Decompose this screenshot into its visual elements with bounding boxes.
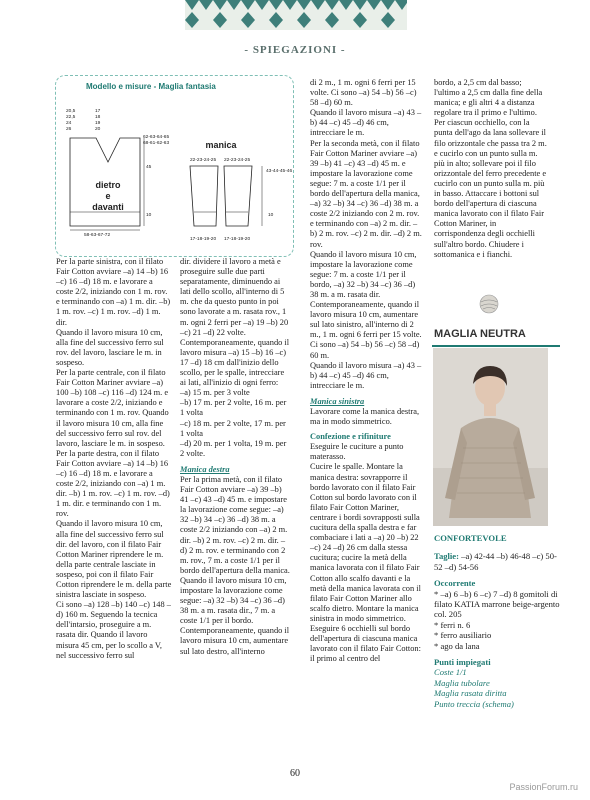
sidebar-title: MAGLIA NEUTRA — [434, 328, 526, 340]
stitch-item: Coste 1/1 — [434, 667, 467, 678]
schema-45: 45 — [146, 165, 152, 170]
manica-bottom-right: 17-18-19-20 — [224, 237, 251, 242]
yarn-ball-icon — [478, 293, 500, 320]
schema-left-a-1: 22,5 — [66, 115, 76, 120]
schema-bottom: 58-63-67-72 — [84, 233, 111, 238]
materials-label: Occorrente — [434, 578, 476, 589]
schema-left-a-0: 20,5 — [66, 109, 76, 114]
material-item: * ferro ausiliario — [434, 630, 492, 641]
schema-left-a-3: 26 — [66, 127, 72, 132]
paragraph: Quando il lavoro misura 10 cm, impostare la lavorazione come segue: –a) 32 –b) 34 –c) 36 –d) 38 m. a m. rasata dir., 7 m. a coste 1/1 per il bordo. — [180, 575, 287, 626]
paragraph: Eseguire 6 occhielli sul bordo dell'apertura di ciascuna manica lavorato con il filato Fair Cotton: il primo al centro del — [310, 623, 421, 664]
paragraph: Ci sono –a) 128 –b) 140 –c) 148 –d) 160 m. Seguendo la tecnica dell'intarsio, proseguire a m. rasata dir. Quando il lavoro misura 45 cm, per lo scollo a V, nel successivo ferro sul — [56, 600, 171, 660]
sidebar-details — [434, 533, 564, 709]
sizes-label: Taglie: — [434, 551, 459, 562]
paragraph: Cucire le spalle. Montare la manica destra: sovrapporre il bordo lavorato con il filato Fair Cotton sul bordo lavorato con il filato Fair Cotton Mariner, centrare i bordi sovrapposti sulla cucitura della spalla destra e far combaciare i lati a –a) 20 –b) 22 –c) 24 –d) 26 cm dalla stessa cucitura; cucire la metà della manica lavorata con il filato Fair Cotton allo scalfo davanti e la metà della manica lavorata con il filato Fair Cotton Mariner allo scalfo dietro. Montare la manica sinistra in modo simmetrico. — [310, 462, 421, 623]
heading-manica-destra: Manica destra — [180, 464, 230, 474]
manica-top-left: 22-23-24-25 — [190, 158, 217, 163]
material-item: * ago da lana — [434, 640, 480, 651]
sizes-value: –a) 42-44 –b) 46-48 –c) 50-52 –d) 54-56 — [434, 551, 557, 572]
sidebar-subtitle: CONFORTEVOLE — [434, 533, 507, 543]
schema-right-a: 62-63-64-65 — [143, 135, 170, 140]
body-label-1: e — [105, 191, 111, 201]
paragraph: Quando il lavoro misura 10 cm, alla fine del successivo ferro sul rov. del lavoro, lasciare le m. in sospeso. — [56, 327, 164, 367]
material-item: * ferri n. 6 — [434, 619, 471, 630]
paragraph: dir. dividere il lavoro a metà e proseguire sulle due parti separatamente, diminuendo ai lati dello scollo, all'interno di 5 m. che da questo punto in poi sono lavorate a m. rasata rov., 1 m. ogni 2 ferri per –a) 19 –b) 20 –c) 21 –d) 22 volte. — [180, 257, 289, 337]
watermark: PassionForum.ru — [509, 782, 578, 792]
schema-left-b-0: 17 — [95, 109, 101, 114]
schema-left-b-2: 19 — [95, 121, 101, 126]
heading-manica-sinistra: Manica sinistra — [310, 396, 365, 406]
instructions-column-2 — [180, 257, 292, 657]
sidebar-divider — [432, 345, 560, 347]
manica-10: 10 — [268, 213, 274, 218]
stitch-item: Maglia rasata diritta — [434, 688, 507, 699]
paragraph: Lavorare come la manica destra, ma in modo simmetrico. — [310, 407, 420, 427]
stitch-item: Punto treccia (schema) — [434, 698, 514, 709]
stitches-label: Punti impiegati — [434, 657, 491, 668]
paragraph: Per la parte centrale, con il filato Fair Cotton Mariner avviare –a) 100 –b) 108 –c) 116 –d) 124 m. e lavorare a coste 2/2, iniziando e terminando con 1 m. rov. Quando il lavoro misura 10 cm, alla fine del successivo ferro sul rov. del lavoro, lasciare le m. in sospeso. — [56, 368, 169, 448]
paragraph: –a) 15 m. per 3 volte — [180, 388, 250, 398]
schema-left-b-3: 20 — [95, 127, 101, 132]
schema-diagram — [56, 76, 293, 256]
paragraph: Quando il lavoro misura 10 cm, alla fine del successivo ferro sul dir. del lavoro, con il filato Fair Cotton Mariner riprendere le m. della parte centrale lasciate in sospeso, poi con il filato Fair Cotton riprendere le m. della parte sinistra lasciate in sospeso. — [56, 519, 172, 600]
stitch-item: Maglia tubolare — [434, 677, 490, 688]
schema-right-b: 68-61-62-63 — [143, 141, 170, 146]
body-label-2: davanti — [92, 202, 124, 212]
paragraph: Quando il lavoro misura –a) 43 –b) 44 –c) 45 –d) 46 cm, intrecciare le m. — [310, 360, 422, 390]
heading-confezione: Confezione e rifiniture — [310, 432, 391, 442]
paragraph: Eseguire le cuciture a punto materasso. — [310, 442, 404, 462]
instructions-column-3 — [310, 78, 422, 664]
schema-10: 10 — [146, 213, 152, 218]
instructions-column-4 — [434, 78, 549, 260]
page-number: 60 — [290, 768, 300, 779]
paragraph: –d) 20 m. per 1 volta, 19 m. per 2 volte. — [180, 438, 287, 458]
paragraph: Per la seconda metà, con il filato Fair Cotton Mariner avviare –a) 39 –b) 41 –c) 43 –d) 45 m. e impostare la lavorazione come segue: 7 m. a coste 1/1 per il bordo dell'apertura della manica, –a) 32 –b) 34 –c) 36 –d) 38 m. a coste 2/2 iniziando con 2 m. rov. e terminando con –a) 2 m. dir. –b) 2 m. rov. –c) 2 m. dir. –d) 2 m. rov. — [310, 138, 422, 249]
instructions-column-1 — [56, 257, 172, 661]
material-item: * –a) 6 –b) 6 –c) 7 –d) 8 gomitoli di filato KATIA marrone beige-argento col. 205 — [434, 588, 560, 620]
knit-pattern-band — [185, 0, 407, 30]
paragraph: Per la parte sinistra, con il filato Fair Cotton avviare –a) 14 –b) 16 –c) 16 –d) 18 m. e lavorare a coste 2/2, iniziando con 1 m. rov. e terminando con –a) 1 m. dir. –b) 1 m. rov. –c) 1 m. rov. –d) 1 m. dir. — [56, 257, 171, 327]
paragraph: Quando il lavoro misura –a) 43 –b) 44 –c) 45 –d) 46 cm, intrecciare le m. — [310, 108, 422, 138]
body-label-0: dietro — [95, 180, 121, 190]
manica-bottom-left: 17-18-19-20 — [190, 237, 217, 242]
paragraph: Per la prima metà, con il filato Fair Cotton avviare –a) 39 –b) 41 –c) 43 –d) 45 m. e impostare la lavorazione come segue: –a) 32 –b) 34 –c) 36 –d) 38 m. a coste 2/2 iniziando con –a) 2 m. dir. –b) 2 m. rov. –c) 2 m. dir. –d) 2 m. rov. e terminando con 2 m. rov., 7 m. a coste 1/1 per il bordo dell'apertura della manica. — [180, 474, 290, 575]
paragraph: Quando il lavoro misura 10 cm, impostare la lavorazione come segue: 7 m. a coste 1/1 per il bordo, –a) 32 –b) 34 –c) 36 –d) 38 m. a m. rasata dir. — [310, 249, 417, 299]
paragraph: Contemporaneamente, quando il lavoro misura 10 cm, aumentare sul lato destro, all'interno — [180, 626, 290, 656]
paragraph: Per la parte destra, con il filato Fair Cotton avviare –a) 14 –b) 16 –c) 16 –d) 18 m. e lavorare a coste 2/2, iniziando con –a) 1 m. dir. –b) 1 m. rov. –c) 1 m. rov. –d) 1 m. dir. e terminando con 1 m. rov. — [56, 448, 170, 519]
size-schema-box — [55, 75, 294, 257]
model-photo — [433, 348, 548, 526]
manica-top-right: 22-23-24-25 — [224, 158, 251, 163]
section-title: - SPIEGAZIONI - — [244, 44, 346, 56]
paragraph: Contemporaneamente, quando il lavoro misura 10 cm, aumentare sul lato sinistro, all'interno di 2 m., 1 m. ogni 6 ferri per 15 volte. Ci sono –a) 54 –b) 56 –c) 58 –d) 60 m. — [310, 300, 422, 360]
paragraph: –c) 18 m. per 2 volte, 17 m. per 1 volta — [180, 418, 286, 438]
schema-left-b-1: 18 — [95, 115, 101, 120]
paragraph: bordo, a 2,5 cm dal basso; l'ultimo a 2,5 cm dalla fine della manica; e gli altri 4 a distanza regolare tra il primo e l'ultimo. Per ciascun occhiello, con la punta dell'ago da lana sollevare il filo orizzontale che passa tra 2 m. e cucirlo con un punto sulla m. più in alto; sollevare poi il filo orizzontale del ferro precedente e cucirlo con un punto sulla m. più in basso. Attaccare i bottoni sul bordo dell'apertura di ciascuna manica lavorato con il filato Fair Cotton Mariner, in corrispondenza degli occhielli sull'altro bordo. Chiudere i sottomanica e i fianchi. — [434, 78, 547, 259]
paragraph: Contemporaneamente, quando il lavoro misura –a) 15 –b) 16 –c) 17 –d) 18 cm dall'inizio dello scollo, per le spalle, intrecciare ai lati, all'inizio di ogni ferro: — [180, 337, 290, 388]
paragraph: di 2 m., 1 m. ogni 6 ferri per 15 volte. Ci sono –a) 54 –b) 56 –c) 58 –d) 60 m. — [310, 78, 417, 108]
sizes — [434, 551, 564, 572]
schema-title: Modello e misure - Maglia fantasia — [86, 82, 216, 91]
manica-side: 43-44-45-46 — [266, 169, 293, 174]
paragraph: –b) 17 m. per 2 volte, 16 m. per 1 volta — [180, 398, 287, 418]
schema-left-a-2: 24 — [66, 121, 72, 126]
manica-label: manica — [205, 140, 237, 150]
